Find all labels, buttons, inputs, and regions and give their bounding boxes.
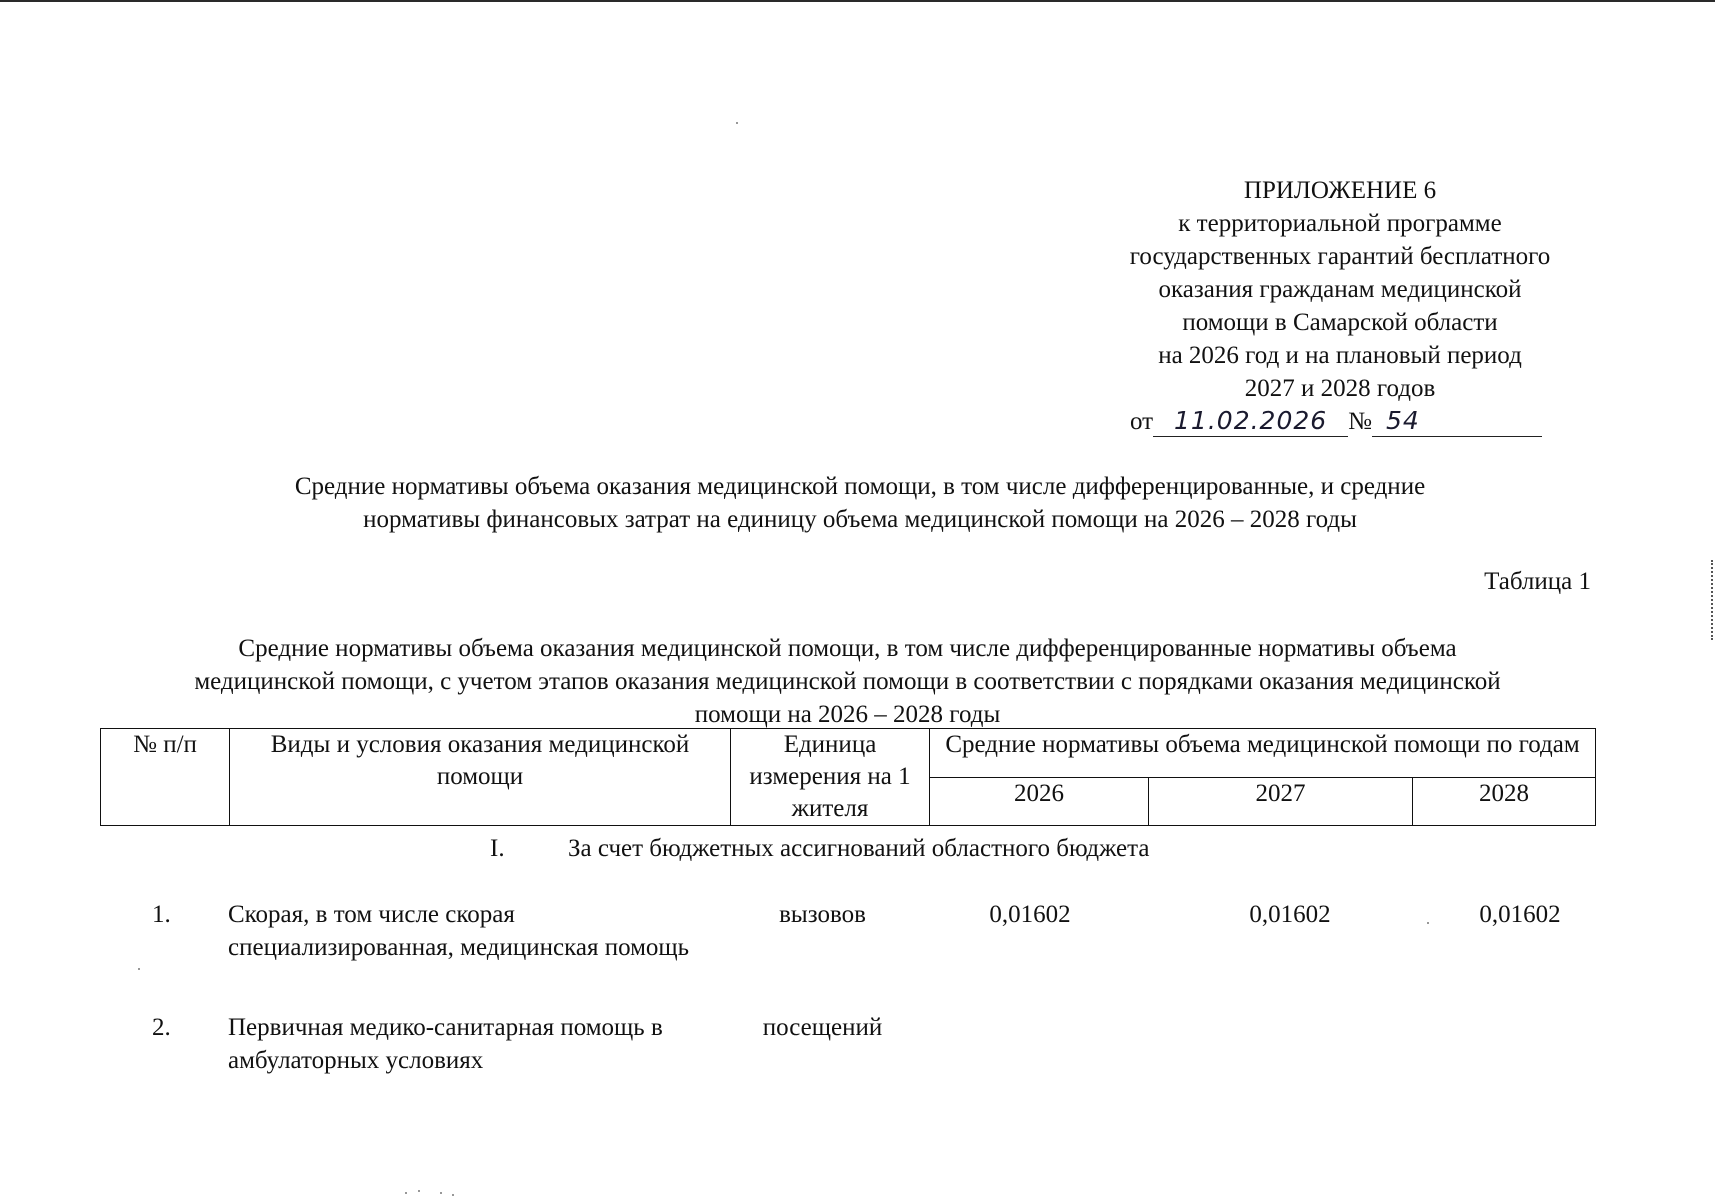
scan-right-edge — [1707, 560, 1713, 640]
header-unit: Единица измерения на 1 жителя — [731, 729, 930, 826]
row-unit: посещений — [762, 1014, 883, 1041]
document-title — [180, 470, 1540, 536]
document-title-line: нормативы финансовых затрат на единицу объема медицинской помощи на 2026 – 2028 годы — [363, 506, 1357, 533]
scan-speck — [138, 968, 140, 970]
header-type: Виды и условия оказания медицинской помощи — [230, 729, 731, 826]
order-prefix: от — [1130, 408, 1154, 435]
scan-speck — [452, 1194, 454, 1196]
row-name: Первичная медико-санитарная помощь в амбулаторных условиях — [228, 1014, 663, 1074]
scan-speck — [440, 1192, 442, 1194]
appendix-line: 2027 и 2028 годов — [1244, 375, 1436, 402]
order-number: 54 — [1372, 406, 1542, 437]
header-norms: Средние нормативы объема медицинской помощи по годам — [930, 729, 1596, 778]
scan-speck — [736, 122, 738, 124]
order-date: 11.02.2026 — [1153, 406, 1348, 437]
row-value-2027: 0,01602 — [1249, 901, 1331, 928]
norms-table-header — [100, 728, 1596, 826]
section-title: За счет бюджетных ассигнований областного бюджета — [568, 835, 1150, 862]
appendix-line: на 2026 год и на плановый период — [1158, 342, 1522, 369]
row-value-2028: 0,01602 — [1479, 901, 1561, 928]
table-title-line: медицинской помощи, с учетом этапов оказания медицинской помощи в соответствии с порядками оказания медицинской — [194, 668, 1501, 695]
header-year: 2026 — [930, 777, 1149, 826]
section-heading — [490, 835, 1149, 863]
header-year: 2028 — [1413, 777, 1596, 826]
appendix-title: ПРИЛОЖЕНИЕ 6 — [1243, 177, 1437, 204]
appendix-line: к территориальной программе — [1178, 210, 1502, 237]
header-year: 2027 — [1149, 777, 1413, 826]
table-title — [95, 632, 1600, 731]
scan-speck — [418, 1190, 420, 1192]
table-label: Таблица 1 — [1484, 568, 1591, 595]
row-name: Скорая, в том числе скорая специализированная, медицинская помощь — [228, 901, 690, 961]
section-number: I. — [490, 835, 505, 862]
appendix-line: оказания гражданам медицинской — [1158, 276, 1522, 303]
document-title-line: Средние нормативы объема оказания медицинской помощи, в том числе дифференцированные, и средние — [294, 473, 1426, 500]
appendix-line: помощи в Самарской области — [1182, 309, 1498, 336]
row-unit: вызовов — [779, 901, 866, 928]
order-number-sign: № — [1348, 408, 1372, 435]
order-reference — [1130, 406, 1542, 437]
row-number: 2. — [152, 1014, 171, 1041]
appendix-line: государственных гарантий бесплатного — [1129, 243, 1551, 270]
table-title-line: Средние нормативы объема оказания медицинской помощи, в том числе дифференцированные нормативы объема — [238, 635, 1457, 662]
scan-speck — [1427, 922, 1429, 924]
row-value-2026: 0,01602 — [989, 901, 1071, 928]
scan-speck — [405, 1192, 407, 1194]
row-number: 1. — [152, 901, 171, 928]
table-title-line: помощи на 2026 – 2028 годы — [694, 701, 1001, 728]
scan-top-edge — [0, 0, 1715, 2]
header-no: № п/п — [101, 729, 230, 826]
appendix-block — [1080, 174, 1600, 405]
